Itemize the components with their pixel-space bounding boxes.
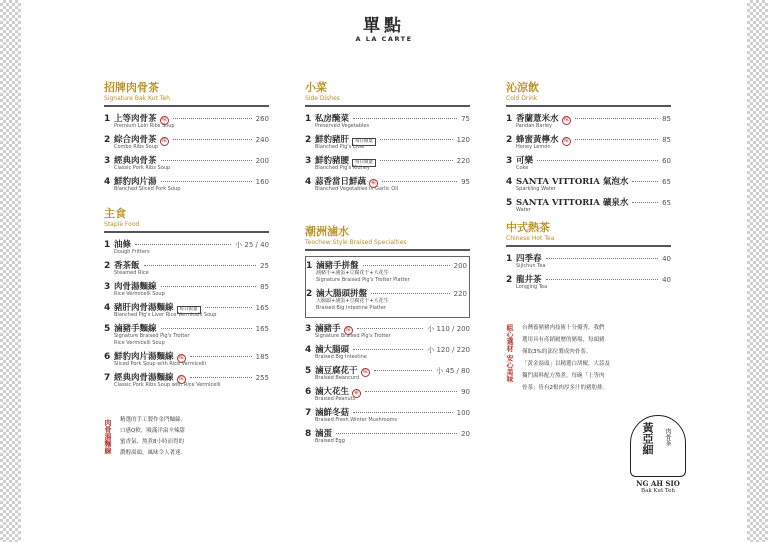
logo-subtitle: Bak Kut Teh	[641, 488, 675, 494]
menu-item	[305, 427, 470, 445]
item-name: 鮮豹肉片湯麵線	[114, 352, 174, 362]
section-english-title: Staple Food	[104, 221, 140, 228]
item-english-name: Braised Big Intestine	[315, 354, 367, 360]
menu-item-row	[104, 259, 269, 270]
item-number: 8	[305, 429, 312, 439]
page-title: 單點	[363, 16, 405, 36]
dot-leader	[380, 160, 453, 161]
menu-item-row	[506, 273, 671, 284]
item-price: 60	[662, 157, 671, 165]
dot-leader	[546, 258, 659, 259]
item-price: 90	[461, 388, 470, 396]
item-price: 120	[456, 136, 470, 144]
item-number: 3	[506, 156, 513, 166]
dot-leader	[632, 181, 658, 182]
item-name: 滷豬手麵線	[114, 324, 157, 334]
menu-item-row	[305, 343, 470, 354]
item-number: 1	[104, 240, 111, 250]
logo-mark-subtext: 肉骨茶	[664, 428, 671, 446]
item-english-name: Sliced Pork Soup with Rice Vermicelli	[114, 361, 206, 367]
item-name: 可樂	[516, 156, 534, 166]
item-english-name: Preserved Vegetables	[315, 123, 370, 129]
ingredients-note	[506, 322, 676, 404]
menu-item-row	[305, 175, 470, 186]
menu-item	[306, 287, 467, 312]
item-name: 私房醃菜	[315, 114, 350, 124]
item-name: 鮮豹肉片湯	[114, 177, 157, 187]
section-divider	[104, 231, 269, 233]
item-price: 185	[255, 353, 269, 361]
item-badge: 素	[370, 180, 377, 186]
dot-leader	[546, 279, 659, 280]
menu-item-row	[104, 154, 269, 165]
item-price: 100	[456, 409, 470, 417]
item-name: 豬肝肉骨湯麵線	[114, 303, 174, 313]
menu-item	[305, 133, 470, 151]
item-name: 油條	[114, 240, 132, 250]
menu-item-row	[506, 252, 671, 263]
item-english-name: Sijichun Tea	[516, 263, 546, 269]
menu-item	[305, 385, 470, 403]
section-divider	[506, 105, 671, 107]
menu-item-row	[506, 154, 671, 165]
dot-leader	[353, 412, 453, 413]
item-price: 小 120 / 220	[427, 346, 470, 354]
menu-item	[305, 154, 470, 172]
item-name: 滷大花生	[315, 387, 350, 397]
menu-item	[104, 112, 269, 130]
item-price: 200	[255, 157, 269, 165]
note-line: 口感Q軟，吸滿洋溢辛辣甜	[120, 428, 185, 434]
dot-leader	[135, 244, 231, 245]
section-english-title: Cold Drink	[506, 95, 538, 102]
menu-item	[104, 350, 269, 368]
item-number: 1	[506, 114, 513, 124]
dot-leader	[205, 307, 252, 308]
item-price: 75	[461, 115, 470, 123]
menu-item-row	[104, 112, 269, 123]
section-cold-drink	[506, 81, 671, 217]
item-number: 6	[305, 387, 312, 397]
menu-item-row	[104, 322, 269, 333]
item-name: 經典肉骨茶	[114, 156, 157, 166]
item-name: 上等肉骨茶	[114, 114, 157, 124]
note-line: 精選的手工製作金門麵線，	[120, 417, 187, 423]
dot-leader	[380, 139, 453, 140]
right-checker-border	[747, 0, 768, 542]
section-english-title: Signature Bak Kut Teh	[104, 95, 170, 102]
item-badge: 辣	[345, 327, 351, 333]
item-price: 85	[662, 115, 671, 123]
logo-mark-text: 黃亞細	[641, 422, 654, 455]
dot-leader	[537, 160, 658, 161]
menu-item-row	[305, 385, 470, 396]
logo-name: NG AH SIO	[636, 479, 680, 488]
item-number: 2	[506, 135, 513, 145]
item-name: 蒜香當日鮮蔬	[315, 177, 367, 187]
item-price: 40	[662, 276, 671, 284]
item-badge: 辣	[563, 138, 569, 144]
menu-item-row	[305, 427, 470, 438]
item-price: 220	[453, 290, 467, 298]
item-badge: 素	[353, 390, 360, 396]
menu-item	[305, 322, 470, 340]
item-badge: 辣	[161, 138, 167, 144]
vermicelli-note	[104, 415, 279, 459]
platter-box	[305, 256, 470, 318]
item-price: 小 110 / 200	[427, 325, 470, 333]
menu-item	[104, 238, 269, 256]
menu-item	[506, 154, 671, 172]
menu-item	[104, 259, 269, 277]
item-english-name: Pandan Barley	[516, 123, 552, 129]
item-number: 1	[506, 254, 513, 264]
item-price: 260	[255, 115, 269, 123]
item-name: 肉骨湯麵線	[114, 282, 157, 292]
item-english-name: Blanched Pig's Liver	[315, 144, 366, 150]
item-badge: 辣	[178, 355, 184, 361]
section-chinese-hot-tea	[506, 221, 671, 294]
item-name: 四季春	[516, 254, 542, 264]
item-combo-desc: 滷豬手+滷蛋+豆腐花干+大花生	[316, 270, 389, 276]
item-english-name: Blanched Pig's Liver Rice Vermicelli Soup	[114, 312, 217, 318]
item-price: 160	[255, 178, 269, 186]
menu-item-row	[305, 406, 470, 417]
menu-item-row	[506, 133, 671, 144]
menu-item	[305, 175, 470, 193]
menu-item	[306, 259, 467, 284]
dot-leader	[336, 433, 457, 434]
menu-item-row	[306, 287, 467, 298]
item-english-name: Sparkling Water	[516, 186, 556, 192]
logo-mark-icon	[630, 415, 686, 477]
menu-item	[506, 196, 671, 214]
daily-limited-badge: 每日限量	[352, 138, 376, 146]
dot-leader	[365, 391, 457, 392]
item-number: 4	[104, 303, 111, 313]
item-english-name: Steamed Rice	[114, 270, 149, 276]
item-english-name: Blanched Sliced Pork Soup	[114, 186, 181, 192]
dot-leader	[363, 265, 450, 266]
item-english-name: Rice Vermicelli Soup	[114, 291, 165, 297]
item-english-name: Honey Lemon	[516, 144, 551, 150]
item-price: 200	[453, 262, 467, 270]
menu-item-row	[104, 371, 269, 382]
dot-leader	[382, 181, 457, 182]
menu-item	[104, 322, 269, 347]
dot-leader	[173, 139, 252, 140]
menu-item	[104, 154, 269, 172]
item-english-name: Blanched Pig's Kidney	[315, 165, 370, 171]
menu-item-row	[305, 364, 470, 375]
section-divider	[305, 105, 470, 107]
menu-item-row	[104, 133, 269, 144]
menu-item-row	[104, 238, 269, 249]
dot-leader	[353, 349, 423, 350]
item-number: 3	[305, 324, 312, 334]
brand-logo	[618, 415, 698, 495]
menu-item-row	[104, 175, 269, 186]
ingredients-note-text	[522, 322, 610, 404]
item-name: 蜂蜜黃檸水	[516, 135, 559, 145]
menu-item-row	[305, 154, 470, 165]
section-title: 招牌肉骨茶	[104, 81, 159, 94]
item-english-name: Combo Ribs Soup	[114, 144, 159, 150]
dot-leader	[357, 328, 424, 329]
item-number: 2	[104, 261, 111, 271]
section-signature-bak-kut-teh	[104, 81, 269, 196]
note-line: 台灣養豬豬肉技術十分優秀，我們	[522, 325, 605, 331]
item-price: 85	[260, 283, 269, 291]
dot-leader	[190, 356, 252, 357]
section-side-dishes	[305, 81, 470, 196]
section-english-title: Side Dishes	[305, 95, 340, 102]
item-number: 3	[305, 156, 312, 166]
item-number: 1	[305, 114, 312, 124]
menu-item	[104, 371, 269, 389]
item-price: 165	[255, 325, 269, 333]
dot-leader	[575, 118, 659, 119]
section-title: 主食	[104, 207, 126, 220]
note-line: 僅取3%的部位製成肉骨茶。	[522, 349, 592, 355]
menu-item-row	[506, 112, 671, 123]
item-price: 255	[255, 374, 269, 382]
item-name: 滷豬手	[315, 324, 341, 334]
menu-item	[104, 301, 269, 319]
item-number: 4	[104, 177, 111, 187]
menu-item-row	[104, 350, 269, 361]
item-badge: 辣	[161, 117, 167, 123]
menu-item-row	[506, 175, 671, 186]
menu-item	[305, 364, 470, 382]
menu-item	[305, 112, 470, 130]
item-number: 5	[506, 198, 513, 208]
section-divider	[104, 105, 269, 107]
dot-leader	[575, 139, 659, 140]
item-english-name: Braised Big Intestine Platter	[316, 305, 386, 311]
item-english-name: Signature Braised Pig's Trotter	[114, 333, 190, 339]
note-line: 選用具有產銷履歷的豬場，每頭豬	[522, 337, 605, 343]
section-english-title: Teochew Style Braised Specialties	[305, 239, 407, 246]
item-price: 40	[662, 255, 671, 263]
item-name: 滷蛋	[315, 429, 333, 439]
item-english-name: Coke	[516, 165, 529, 171]
item-number: 4	[506, 177, 513, 187]
item-name: 經典肉骨湯麵線	[114, 373, 174, 383]
item-price: 25	[260, 262, 269, 270]
left-checker-border	[0, 0, 21, 542]
item-number: 4	[305, 345, 312, 355]
item-name: 綜合肉骨茶	[114, 135, 157, 145]
dot-leader	[161, 181, 252, 182]
item-name: 滷豆腐花干	[315, 366, 358, 376]
menu-item	[506, 112, 671, 130]
daily-limited-badge: 每日限量	[352, 159, 376, 167]
item-badge: 辣	[563, 117, 569, 123]
item-number: 3	[104, 282, 111, 292]
item-number: 2	[305, 135, 312, 145]
item-price: 165	[255, 304, 269, 312]
dot-leader	[161, 160, 252, 161]
item-number: 7	[305, 408, 312, 418]
item-english-name-2: Rice Vermicelli Soup	[114, 340, 165, 346]
section-divider	[506, 245, 671, 247]
item-english-name: Braised Fresh Winter Mushrooms	[315, 417, 398, 423]
item-number: 2	[104, 135, 111, 145]
item-name: 鮮豹豬肝	[315, 135, 350, 145]
item-combo-desc: 大腸頭+滷蛋+豆腐花干+大花生	[316, 298, 389, 304]
dot-leader	[161, 328, 252, 329]
section-title: 沁涼飲	[506, 81, 539, 94]
item-badge: 辣	[178, 376, 184, 382]
section-divider	[305, 249, 470, 251]
note-line: 濃醇湯頭，風味令人著迷。	[120, 450, 187, 456]
menu-item-row	[305, 112, 470, 123]
item-badge: 辣	[362, 369, 368, 375]
item-name: 滷大腸頭	[315, 345, 350, 355]
item-english-name: Dough Fritters	[114, 249, 150, 255]
menu-item	[506, 175, 671, 193]
section-teochew-braised	[305, 225, 470, 448]
section-title: 潮洲滷水	[305, 225, 349, 238]
item-english-name: Braised Beancurd	[315, 375, 360, 381]
menu-item	[305, 406, 470, 424]
dot-leader	[190, 377, 252, 378]
note-line: 「黃金湯頭」以精選白胡椒，大蒜及	[522, 361, 611, 367]
item-english-name: Braised Peanuts	[315, 396, 356, 402]
item-name: 鮮豹豬腰	[315, 156, 350, 166]
item-number: 2	[306, 289, 313, 299]
menu-item	[305, 343, 470, 361]
menu-item-row	[104, 280, 269, 291]
item-english-name: Water	[516, 207, 531, 213]
menu-item	[506, 273, 671, 291]
item-price: 20	[461, 430, 470, 438]
vermicelli-note-label: 肉骨湯麵線	[104, 419, 113, 454]
note-line: 蜜香氣、熬煮8小時而得的	[120, 439, 185, 445]
menu-item-row	[506, 196, 671, 207]
item-number: 4	[305, 177, 312, 187]
menu-item	[104, 175, 269, 193]
item-price: 65	[662, 199, 671, 207]
item-number: 3	[104, 156, 111, 166]
item-english-name: Signature Braised Pig's Trotter	[315, 333, 391, 339]
item-price: 220	[456, 157, 470, 165]
dot-leader	[632, 202, 658, 203]
dot-leader	[144, 265, 257, 266]
menu-item-row	[305, 133, 470, 144]
item-number: 1	[104, 114, 111, 124]
dot-leader	[374, 370, 433, 371]
note-line: 獨門湯料配方熬煮。每碗「上等肉	[522, 373, 605, 379]
item-price: 85	[662, 136, 671, 144]
item-english-name: Classic Pork Ribs Soup	[114, 165, 171, 171]
page-subtitle: A LA CARTE	[355, 35, 413, 43]
item-name: 滷豬手拼盤	[316, 261, 359, 271]
item-price: 240	[255, 136, 269, 144]
menu-item	[104, 280, 269, 298]
item-number: 2	[506, 275, 513, 285]
item-number: 6	[104, 352, 111, 362]
note-line: 骨茶」皆有2根肉厚多汁的豬肋排。	[522, 385, 609, 391]
item-name: SANTA VITTORIA 氣泡水	[516, 177, 629, 187]
dot-leader	[161, 286, 257, 287]
dot-leader	[353, 118, 457, 119]
item-price: 95	[461, 178, 470, 186]
menu-item	[506, 133, 671, 151]
section-staple-food	[104, 207, 269, 392]
item-number: 7	[104, 373, 111, 383]
dot-leader	[371, 293, 450, 294]
item-name: 香蘭薏米水	[516, 114, 559, 124]
item-name: 香茶飯	[114, 261, 140, 271]
item-english-name: Signature Braised Pig's Trotter Platter	[316, 277, 410, 283]
section-title: 中式熱茶	[506, 221, 550, 234]
section-title: 小菜	[305, 81, 327, 94]
item-name: 滷鮮冬菇	[315, 408, 350, 418]
item-price: 小 45 / 80	[436, 367, 470, 375]
item-price: 小 25 / 40	[235, 241, 269, 249]
item-name: SANTA VITTORIA 礦泉水	[516, 198, 629, 208]
menu-item	[506, 252, 671, 270]
ingredients-note-label: 組心選材 安心美味	[506, 324, 515, 383]
item-english-name: Braised Egg	[315, 438, 345, 444]
item-english-name: Longjing Tea	[516, 284, 548, 290]
section-english-title: Chinese Hot Tea	[506, 235, 555, 242]
item-number: 5	[305, 366, 312, 376]
item-price: 65	[662, 178, 671, 186]
item-number: 5	[104, 324, 111, 334]
menu-item-row	[104, 301, 269, 312]
item-english-name: Classic Pork Ribs Soup with Rice Vermicelli	[114, 382, 221, 388]
menu-item-row	[306, 259, 467, 270]
vermicelli-note-text	[120, 415, 186, 459]
dot-leader	[173, 118, 252, 119]
menu-item	[104, 133, 269, 151]
daily-limited-badge: 每日限量	[177, 306, 201, 314]
item-name: 龍井茶	[516, 275, 542, 285]
item-english-name: Premium Loin Ribs Soup	[114, 123, 175, 129]
item-number: 1	[306, 261, 313, 271]
item-english-name: Blanched Vegetables in Garlic Oil	[315, 186, 398, 192]
menu-item-row	[305, 322, 470, 333]
item-name: 滷大腸頭拼盤	[316, 289, 368, 299]
